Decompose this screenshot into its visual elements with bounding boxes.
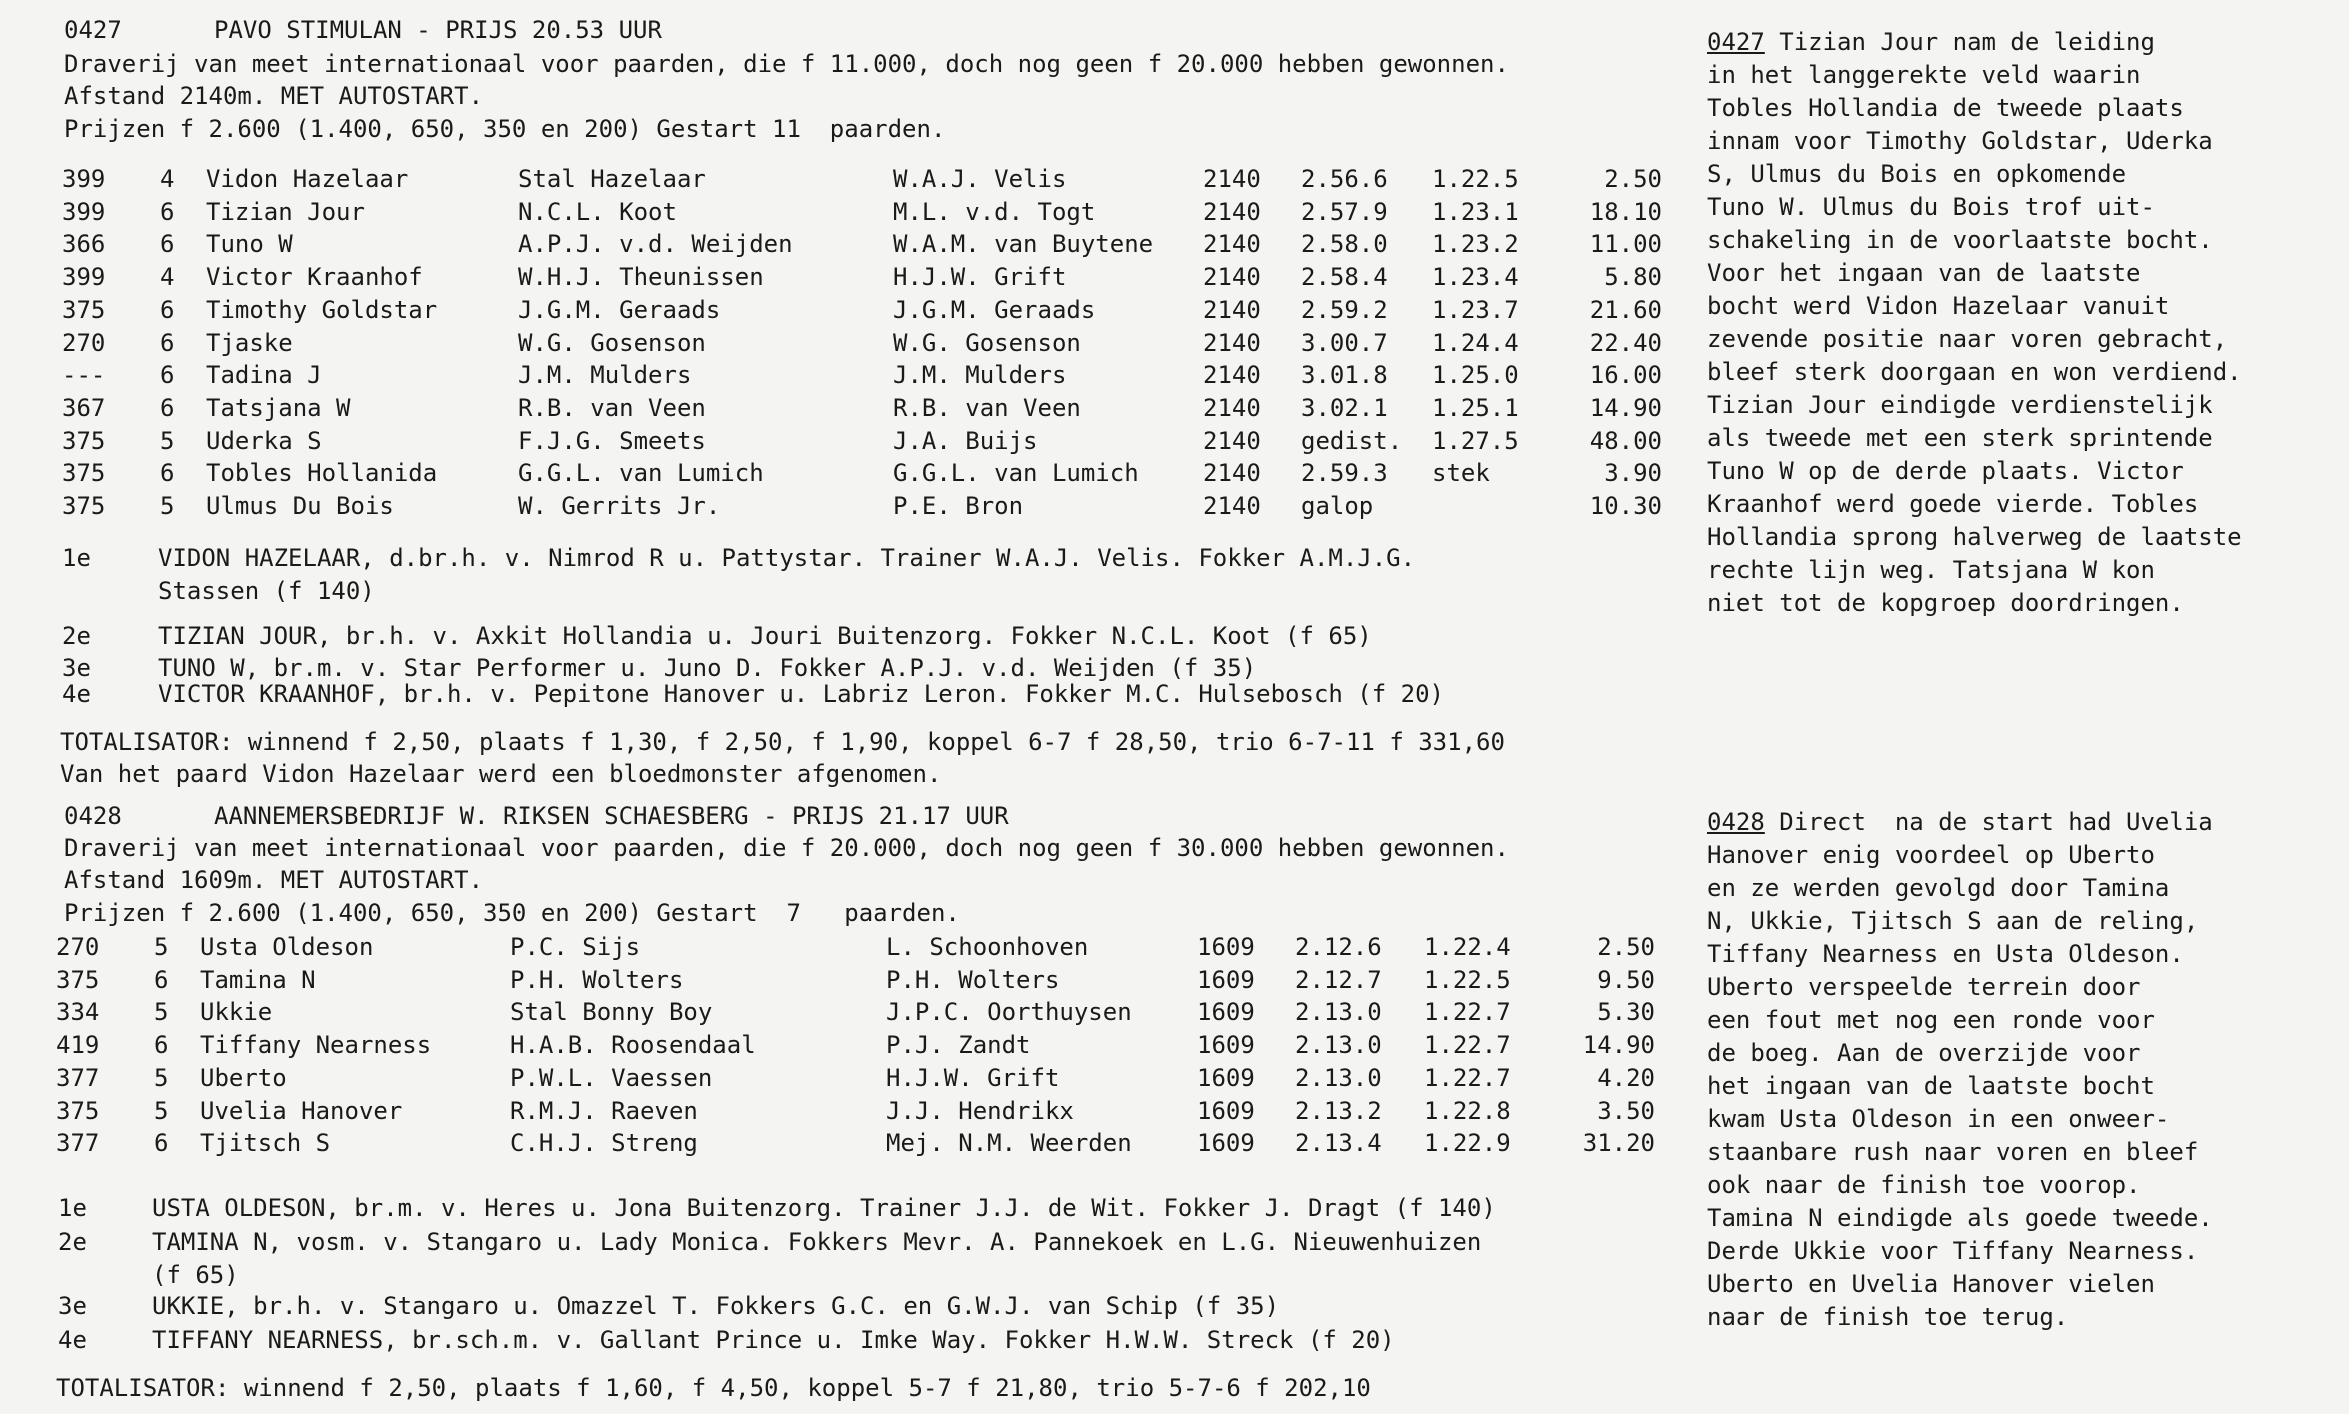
- cell-prev: 366: [62, 230, 106, 259]
- table-row: [0, 1029, 1700, 1062]
- cell-time: 2.59.2: [1301, 295, 1388, 324]
- cell-odds: 11.00: [1589, 230, 1662, 259]
- cell-age: 6: [160, 361, 175, 390]
- cell-owner: C.H.J. Streng: [510, 1129, 698, 1158]
- table-row: [0, 964, 1700, 997]
- cell-time: 2.12.7: [1295, 965, 1382, 994]
- cell-horse: Ukkie: [200, 998, 273, 1027]
- cell-driver: J.A. Buijs: [893, 426, 1038, 455]
- cell-odds: 10.30: [1589, 492, 1662, 520]
- race-number: 0427: [64, 16, 122, 44]
- cell-owner: H.A.B. Roosendaal: [510, 1031, 756, 1060]
- race-report: [1707, 806, 2347, 1334]
- cell-time: 2.12.6: [1295, 933, 1382, 961]
- race-note: Van het paard Vidon Hazelaar werd een bloedmonster afgenomen.: [60, 760, 942, 788]
- cell-horse: Tiffany Nearness: [200, 1031, 432, 1060]
- cell-dist: 2140: [1203, 426, 1261, 455]
- cell-prev: 399: [62, 197, 106, 226]
- cell-dist: 2140: [1203, 492, 1261, 520]
- cell-odds: 3.90: [1604, 459, 1662, 488]
- placing-description: TIFFANY NEARNESS, br.sch.m. v. Gallant Prince u. Imke Way. Fokker H.W.W. Streck (f 20): [152, 1326, 1395, 1354]
- cell-dist: 2140: [1203, 165, 1261, 193]
- cell-prev: 375: [62, 295, 106, 324]
- cell-time: 2.13.0: [1295, 1063, 1382, 1092]
- cell-dist: 2140: [1203, 295, 1261, 324]
- race-title: PAVO STIMULAN - PRIJS 20.53 UUR: [214, 16, 662, 44]
- cell-horse: Uberto: [200, 1063, 287, 1092]
- placing-rank: 4e: [58, 1326, 87, 1354]
- table-row: [0, 392, 1700, 425]
- race-distance: Afstand 2140m. MET AUTOSTART.: [64, 82, 484, 110]
- cell-time: 3.00.7: [1301, 328, 1388, 357]
- cell-prev: 270: [56, 933, 100, 961]
- placing-rank: 3e: [62, 654, 91, 682]
- cell-age: 5: [154, 1063, 169, 1092]
- cell-odds: 16.00: [1589, 361, 1662, 390]
- cell-driver: J.M. Mulders: [893, 361, 1067, 390]
- table-row: [0, 261, 1700, 294]
- cell-dist: 1609: [1197, 998, 1255, 1027]
- cell-driver: W.G. Gosenson: [893, 328, 1081, 357]
- cell-prev: 399: [62, 165, 106, 193]
- cell-km: 1.22.5: [1424, 965, 1511, 994]
- cell-owner: P.C. Sijs: [510, 933, 641, 961]
- table-row: [0, 996, 1700, 1029]
- cell-driver: G.G.L. van Lumich: [893, 459, 1139, 488]
- cell-odds: 14.90: [1589, 393, 1662, 422]
- cell-prev: 377: [56, 1063, 100, 1092]
- cell-owner: J.M. Mulders: [518, 361, 692, 390]
- cell-horse: Tjitsch S: [200, 1129, 331, 1158]
- table-row: [0, 327, 1700, 360]
- race-conditions: Draverij van meet internationaal voor paarden, die f 20.000, doch nog geen f 30.000 hebben gewonnen.: [64, 834, 1509, 862]
- table-row: [0, 196, 1700, 229]
- race-number: 0428: [64, 802, 122, 830]
- cell-driver: H.J.W. Grift: [886, 1063, 1060, 1092]
- cell-owner: P.H. Wolters: [510, 965, 684, 994]
- placing-rank: 2e: [62, 622, 91, 650]
- cell-age: 5: [160, 492, 175, 520]
- race-distance: Afstand 1609m. MET AUTOSTART.: [64, 866, 484, 894]
- cell-prev: 367: [62, 393, 106, 422]
- cell-owner: N.C.L. Koot: [518, 197, 677, 226]
- cell-dist: 2140: [1203, 263, 1261, 292]
- cell-odds: 48.00: [1589, 426, 1662, 455]
- cell-owner: Stal Bonny Boy: [510, 998, 713, 1027]
- cell-time: gedist.: [1301, 426, 1403, 455]
- cell-dist: 1609: [1197, 1096, 1255, 1125]
- cell-time: 2.13.2: [1295, 1096, 1382, 1125]
- cell-age: 6: [154, 1031, 169, 1060]
- cell-driver: J.G.M. Geraads: [893, 295, 1096, 324]
- placing-rank: 3e: [58, 1292, 87, 1320]
- cell-age: 5: [154, 933, 169, 961]
- cell-horse: Victor Kraanhof: [206, 263, 423, 292]
- cell-prev: 377: [56, 1129, 100, 1158]
- cell-km: 1.23.7: [1432, 295, 1519, 324]
- cell-dist: 2140: [1203, 197, 1261, 226]
- cell-km: 1.22.8: [1424, 1096, 1511, 1125]
- cell-odds: 14.90: [1582, 1031, 1655, 1060]
- cell-driver: J.P.C. Oorthuysen: [886, 998, 1132, 1027]
- cell-km: 1.27.5: [1432, 426, 1519, 455]
- cell-odds: 2.50: [1604, 165, 1662, 193]
- cell-horse: Tamina N: [200, 965, 316, 994]
- cell-odds: 2.50: [1597, 933, 1655, 961]
- cell-dist: 2140: [1203, 393, 1261, 422]
- cell-driver: Mej. N.M. Weerden: [886, 1129, 1132, 1158]
- cell-dist: 2140: [1203, 230, 1261, 259]
- cell-age: 6: [154, 965, 169, 994]
- race-report: [1707, 26, 2347, 620]
- placing-rank: 2e: [58, 1228, 87, 1256]
- cell-horse: Uderka S: [206, 426, 322, 455]
- cell-owner: G.G.L. van Lumich: [518, 459, 764, 488]
- cell-odds: 3.50: [1597, 1096, 1655, 1125]
- placing-description: VICTOR KRAANHOF, br.h. v. Pepitone Hanover u. Labriz Leron. Fokker M.C. Hulsebosch (f 20): [158, 680, 1444, 708]
- cell-horse: Vidon Hazelaar: [206, 165, 409, 193]
- totalisator: TOTALISATOR: winnend f 2,50, plaats f 1,30, f 2,50, f 1,90, koppel 6-7 f 28,50, trio 6-7-11 f 331,60: [60, 728, 1505, 756]
- cell-age: 4: [160, 263, 175, 292]
- race-title: AANNEMERSBEDRIJF W. RIKSEN SCHAESBERG - PRIJS 21.17 UUR: [214, 802, 1009, 830]
- placing-rank: 1e: [58, 1194, 87, 1222]
- cell-age: 4: [160, 165, 175, 193]
- placing-description: VIDON HAZELAAR, d.br.h. v. Nimrod R u. Pattystar. Trainer W.A.J. Velis. Fokker A.M.J.G. Stassen (f 140): [158, 544, 1416, 605]
- cell-prev: 270: [62, 328, 106, 357]
- cell-odds: 31.20: [1582, 1129, 1655, 1158]
- cell-age: 6: [160, 197, 175, 226]
- cell-age: 5: [154, 998, 169, 1027]
- cell-age: 6: [160, 230, 175, 259]
- cell-dist: 1609: [1197, 1063, 1255, 1092]
- cell-driver: H.J.W. Grift: [893, 263, 1067, 292]
- cell-km: 1.22.7: [1424, 1063, 1511, 1092]
- cell-horse: Tatsjana W: [206, 393, 351, 422]
- table-row: [0, 359, 1700, 392]
- cell-driver: J.J. Hendrikx: [886, 1096, 1074, 1125]
- table-row: [0, 490, 1700, 523]
- table-row: [0, 931, 1700, 964]
- cell-prev: ---: [62, 361, 106, 390]
- cell-horse: Tjaske: [206, 328, 293, 357]
- cell-km: 1.23.1: [1432, 197, 1519, 226]
- table-row: [0, 163, 1700, 196]
- cell-km: 1.22.9: [1424, 1129, 1511, 1158]
- cell-dist: 1609: [1197, 1129, 1255, 1158]
- cell-km: 1.23.4: [1432, 263, 1519, 292]
- cell-prev: 375: [62, 459, 106, 488]
- cell-age: 6: [160, 459, 175, 488]
- cell-age: 5: [160, 426, 175, 455]
- cell-owner: Stal Hazelaar: [518, 165, 706, 193]
- cell-time: 3.01.8: [1301, 361, 1388, 390]
- cell-prev: 375: [56, 965, 100, 994]
- race-conditions: Draverij van meet internationaal voor paarden, die f 11.000, doch nog geen f 20.000 hebben gewonnen.: [64, 50, 1509, 78]
- cell-prev: 419: [56, 1031, 100, 1060]
- cell-dist: 2140: [1203, 361, 1261, 390]
- cell-time: 2.57.9: [1301, 197, 1388, 226]
- cell-km: 1.22.7: [1424, 998, 1511, 1027]
- cell-prev: 375: [62, 426, 106, 455]
- cell-age: 6: [160, 393, 175, 422]
- cell-time: 3.02.1: [1301, 393, 1388, 422]
- report-ref: 0428: [1707, 808, 1765, 836]
- cell-km: 1.22.7: [1424, 1031, 1511, 1060]
- cell-owner: A.P.J. v.d. Weijden: [518, 230, 793, 259]
- cell-dist: 1609: [1197, 933, 1255, 961]
- cell-dist: 2140: [1203, 459, 1261, 488]
- cell-horse: Tadina J: [206, 361, 322, 390]
- cell-km: 1.24.4: [1432, 328, 1519, 357]
- race-prizes: Prijzen f 2.600 (1.400, 650, 350 en 200) Gestart 11 paarden.: [64, 115, 946, 143]
- cell-odds: 5.80: [1604, 263, 1662, 292]
- cell-owner: R.M.J. Raeven: [510, 1096, 698, 1125]
- cell-horse: Usta Oldeson: [200, 933, 374, 961]
- cell-owner: R.B. van Veen: [518, 393, 706, 422]
- cell-km: 1.22.4: [1424, 933, 1511, 961]
- cell-km: 1.25.1: [1432, 393, 1519, 422]
- table-row: [0, 425, 1700, 458]
- cell-odds: 22.40: [1589, 328, 1662, 357]
- cell-driver: P.H. Wolters: [886, 965, 1060, 994]
- cell-time: 2.13.0: [1295, 1031, 1382, 1060]
- totalisator: TOTALISATOR: winnend f 2,50, plaats f 1,60, f 4,50, koppel 5-7 f 21,80, trio 5-7-6 f 202,10: [56, 1374, 1371, 1402]
- cell-prev: 399: [62, 263, 106, 292]
- cell-odds: 5.30: [1597, 998, 1655, 1027]
- table-row: [0, 294, 1700, 327]
- cell-owner: P.W.L. Vaessen: [510, 1063, 713, 1092]
- cell-driver: W.A.J. Velis: [893, 165, 1067, 193]
- cell-km: 1.22.5: [1432, 165, 1519, 193]
- cell-owner: W. Gerrits Jr.: [518, 492, 721, 520]
- cell-age: 6: [160, 295, 175, 324]
- cell-owner: W.G. Gosenson: [518, 328, 706, 357]
- cell-horse: Ulmus Du Bois: [206, 492, 394, 520]
- cell-prev: 375: [62, 492, 106, 520]
- cell-time: galop: [1301, 492, 1374, 520]
- table-row: [0, 1127, 1700, 1160]
- cell-horse: Tobles Hollanida: [206, 459, 438, 488]
- placing-description: UKKIE, br.h. v. Stangaro u. Omazzel T. Fokkers G.C. en G.W.J. van Schip (f 35): [152, 1292, 1280, 1320]
- cell-prev: 334: [56, 998, 100, 1027]
- cell-time: 2.13.4: [1295, 1129, 1382, 1158]
- cell-age: 6: [160, 328, 175, 357]
- cell-time: 2.56.6: [1301, 165, 1388, 193]
- cell-odds: 21.60: [1589, 295, 1662, 324]
- cell-owner: F.J.G. Smeets: [518, 426, 706, 455]
- cell-owner: W.H.J. Theunissen: [518, 263, 764, 292]
- cell-driver: P.J. Zandt: [886, 1031, 1031, 1060]
- cell-driver: P.E. Bron: [893, 492, 1024, 520]
- cell-owner: J.G.M. Geraads: [518, 295, 721, 324]
- table-row: [0, 228, 1700, 261]
- table-row: [0, 457, 1700, 490]
- race-header: [64, 14, 662, 46]
- table-row: [0, 1095, 1700, 1128]
- cell-dist: 1609: [1197, 965, 1255, 994]
- placing-rank: 1e: [62, 544, 91, 572]
- cell-km: 1.25.0: [1432, 361, 1519, 390]
- cell-age: 6: [154, 1129, 169, 1158]
- cell-time: 2.58.0: [1301, 230, 1388, 259]
- cell-odds: 9.50: [1597, 965, 1655, 994]
- placing-description: TIZIAN JOUR, br.h. v. Axkit Hollandia u. Jouri Buitenzorg. Fokker N.C.L. Koot (f 65): [158, 622, 1372, 650]
- cell-dist: 1609: [1197, 1031, 1255, 1060]
- report-text: Direct na de start had Uvelia Hanover enig voordeel op Uberto en ze werden gevolgd door Tamina N, Ukkie, Tjitsch S aan de reling, Tiffany Nearness en Usta Oldeson. Uberto verspeelde terrein door een fout met nog een ronde voor de boeg. Aan de overzijde voor het ingaan van de laatste bocht kwam Usta Oldeson in een onweer- staanbare rush naar voren en bleef ook naar de finish toe voorop. Tamina N eindigde als goede tweede. Derde Ukkie voor Tiffany Nearness. Uberto en Uvelia Hanover vielen naar de finish toe terug.: [1707, 808, 2213, 1331]
- report-ref: 0427: [1707, 28, 1765, 56]
- cell-dist: 2140: [1203, 328, 1261, 357]
- cell-horse: Tuno W: [206, 230, 293, 259]
- cell-odds: 4.20: [1597, 1063, 1655, 1092]
- placing-description: USTA OLDESON, br.m. v. Heres u. Jona Buitenzorg. Trainer J.J. de Wit. Fokker J. Dragt (f 140): [152, 1194, 1496, 1222]
- cell-time: 2.58.4: [1301, 263, 1388, 292]
- cell-driver: M.L. v.d. Togt: [893, 197, 1096, 226]
- report-text: Tizian Jour nam de leiding in het langgerekte veld waarin Tobles Hollandia de tweede plaats innam voor Timothy Goldstar, Uderka S, Ulmus du Bois en opkomende Tuno W. Ulmus du Bois trof uit- schakeling in de voorlaatste bocht. Voor het ingaan van de laatste bocht werd Vidon Hazelaar vanuit zevende positie naar voren gebracht, bleef sterk doorgaan en won verdiend. Tizian Jour eindigde verdienstelijk als tweede met een sterk sprintende Tuno W op de derde plaats. Victor Kraanhof werd goede vierde. Tobles Hollandia sprong halverweg de laatste rechte lijn weg. Tatsjana W kon niet tot de kopgroep doordringen.: [1707, 28, 2242, 617]
- cell-driver: R.B. van Veen: [893, 393, 1081, 422]
- cell-horse: Uvelia Hanover: [200, 1096, 403, 1125]
- race-header: [64, 800, 1009, 832]
- cell-driver: L. Schoonhoven: [886, 933, 1089, 961]
- cell-driver: W.A.M. van Buytene: [893, 230, 1154, 259]
- placing-rank: 4e: [62, 680, 91, 708]
- cell-km: 1.23.2: [1432, 230, 1519, 259]
- cell-horse: Timothy Goldstar: [206, 295, 438, 324]
- cell-time: 2.13.0: [1295, 998, 1382, 1027]
- cell-horse: Tizian Jour: [206, 197, 365, 226]
- cell-prev: 375: [56, 1096, 100, 1125]
- cell-odds: 18.10: [1589, 197, 1662, 226]
- placing-description: TUNO W, br.m. v. Star Performer u. Juno D. Fokker A.P.J. v.d. Weijden (f 35): [158, 654, 1257, 682]
- cell-km: stek: [1432, 459, 1490, 488]
- table-row: [0, 1062, 1700, 1095]
- race-prizes: Prijzen f 2.600 (1.400, 650, 350 en 200) Gestart 7 paarden.: [64, 899, 960, 927]
- placing-description: TAMINA N, vosm. v. Stangaro u. Lady Monica. Fokkers Mevr. A. Pannekoek en L.G. Nieuwenhuizen (f 65): [152, 1228, 1482, 1289]
- cell-age: 5: [154, 1096, 169, 1125]
- cell-time: 2.59.3: [1301, 459, 1388, 488]
